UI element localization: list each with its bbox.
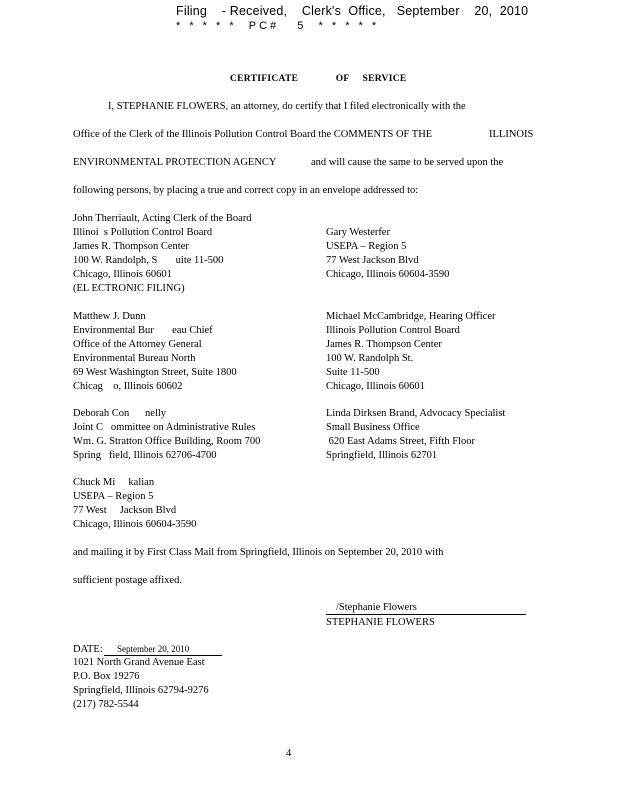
address-line: (EL ECTRONIC FILING) xyxy=(73,283,185,294)
sender-address-block xyxy=(73,656,209,712)
address-line: USEPA – Region 5 xyxy=(73,491,154,502)
address-line: Environmental Bureau North xyxy=(73,353,196,364)
address-line: Illinois Pollution Control Board xyxy=(326,325,460,336)
address-line: Environmental Bur eau Chief xyxy=(73,325,213,336)
address-line: 100 W. Randolph St. xyxy=(326,353,414,364)
address-line: John Therriault, Acting Clerk of the Board xyxy=(73,213,252,224)
pc-number-line: * * * * * PC# 5 * * * * * xyxy=(176,20,380,32)
address-line: Small Business Office xyxy=(326,422,420,433)
page-title: CERTIFICATE OF SERVICE xyxy=(230,74,407,84)
recipient-address-block xyxy=(326,226,449,282)
signer-name: STEPHANIE FLOWERS xyxy=(326,617,435,628)
recipient-address-block xyxy=(73,407,260,463)
address-line: USEPA – Region 5 xyxy=(326,241,407,252)
address-line: Michael McCambridge, Hearing Officer xyxy=(326,311,496,322)
filing-stamp-line: Filing - Received, Clerk's Office, September 20, 2010 xyxy=(176,4,529,18)
page-number: 4 xyxy=(286,748,292,759)
address-line: Chuck Mi kalian xyxy=(73,477,155,488)
recipient-address-block xyxy=(73,310,237,394)
certification-text-line2: Office of the Clerk of the Illinois Pollution Control Board the COMMENTS OF THE xyxy=(73,129,433,140)
certification-text-line3-end: and will cause the same to be served upon the xyxy=(311,157,504,168)
address-line: Wm. G. Stratton Office Building, Room 700 xyxy=(73,436,261,447)
address-line: 620 East Adams Street, Fifth Floor xyxy=(326,436,476,447)
address-line: 77 West Jackson Blvd xyxy=(73,505,177,516)
address-line: 77 West Jackson Blvd xyxy=(326,255,419,266)
address-line: Chicago, Illinois 60601 xyxy=(73,269,172,280)
address-line: Gary Westerfer xyxy=(326,227,390,238)
address-line: Chicago, Illinois 60601 xyxy=(326,381,425,392)
recipient-address-block xyxy=(326,310,496,394)
address-line: Springfield, Illinois 62794-9276 xyxy=(73,685,209,696)
date-value: September 20, 2010 xyxy=(117,644,190,654)
address-line: James R. Thompson Center xyxy=(73,241,189,252)
recipient-address-block xyxy=(73,212,252,296)
date-label: DATE: xyxy=(73,644,103,655)
address-line: 100 W. Randolph, S uite 11-500 xyxy=(73,255,224,266)
address-line: James R. Thompson Center xyxy=(326,339,442,350)
address-line: Suite 11-500 xyxy=(326,367,380,378)
address-line: P.O. Box 19276 xyxy=(73,671,140,682)
address-line: Linda Dirksen Brand, Advocacy Specialist xyxy=(326,408,506,419)
address-line: Chicago, Illinois 60604-3590 xyxy=(326,269,450,280)
address-line: 69 West Washington Street, Suite 1800 xyxy=(73,367,237,378)
address-line: Joint C ommittee on Administrative Rules xyxy=(73,422,256,433)
address-line: Springfield, Illinois 62701 xyxy=(326,450,438,461)
certification-text-line2-end: ILLINOIS xyxy=(489,129,534,140)
address-line: (217) 782-5544 xyxy=(73,699,139,710)
certification-text: I, STEPHANIE FLOWERS, an attorney, do certify that I filed electronically with the xyxy=(108,101,466,112)
electronic-signature: /Stephanie Flowers xyxy=(336,602,417,613)
signature-line xyxy=(326,614,526,615)
address-line: Office of the Attorney General xyxy=(73,339,202,350)
recipient-address-block xyxy=(326,407,505,463)
certification-text-line4: following persons, by placing a true and correct copy in an envelope addressed to: xyxy=(73,185,419,196)
recipient-address-block xyxy=(73,476,196,532)
address-line: Chicago, Illinois 60604-3590 xyxy=(73,519,197,530)
address-line: 1021 North Grand Avenue East xyxy=(73,657,205,668)
mailing-statement: and mailing it by First Class Mail from Springfield, Illinois on September 20, 2010 with xyxy=(73,547,444,558)
certification-text-line3: ENVIRONMENTAL PROTECTION AGENCY xyxy=(73,157,277,168)
postage-statement: sufficient postage affixed. xyxy=(73,575,182,586)
address-line: Illinoi s Pollution Control Board xyxy=(73,227,213,238)
address-line: Matthew J. Dunn xyxy=(73,311,146,322)
address-line: Deborah Con nelly xyxy=(73,408,167,419)
address-line: Chicag o, Illinois 60602 xyxy=(73,381,183,392)
address-line: Spring field, Illinois 62706-4700 xyxy=(73,450,217,461)
